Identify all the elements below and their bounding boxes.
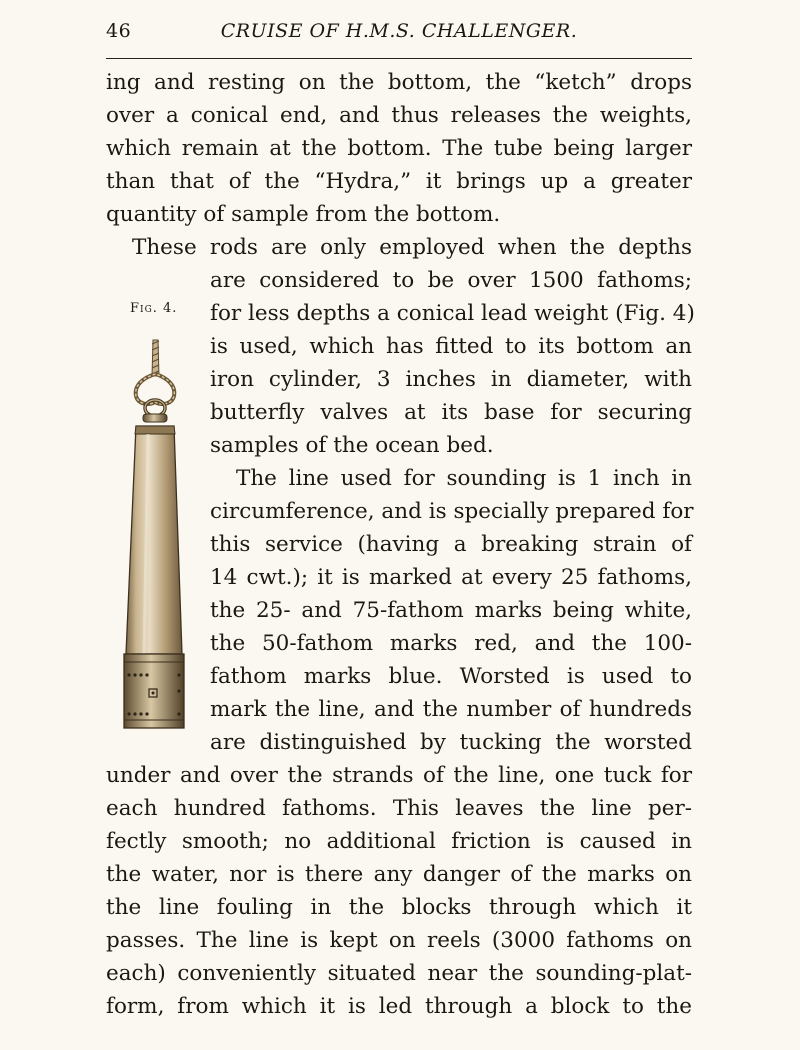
text-line: for less depths a conical lead weight (Fig. 4) <box>210 301 695 326</box>
text-line: butterfly valves at its base for securing <box>210 400 692 425</box>
page-number: 46 <box>106 20 132 42</box>
running-title: CRUISE OF H.M.S. CHALLENGER. <box>220 20 578 42</box>
text-line: quantity of sample from the bottom. <box>106 202 501 227</box>
figure-label: Fig. 4. <box>130 301 178 316</box>
running-header <box>106 20 692 46</box>
text-line: are distinguished by tucking the worsted <box>210 730 692 755</box>
text-line: are considered to be over 1500 fathoms; <box>210 268 692 293</box>
text-line: ing and resting on the bottom, the “ketch” drops <box>106 70 692 95</box>
text-line: under and over the strands of the line, one tuck for <box>106 763 692 788</box>
text-line: fathom marks blue. Worsted is used to <box>210 664 692 689</box>
text-line: each hundred fathoms. This leaves the line per- <box>106 796 692 821</box>
text-line: mark the line, and the number of hundreds <box>210 697 692 722</box>
text-line: samples of the ocean bed. <box>210 433 494 458</box>
text-line: 14 cwt.); it is marked at every 25 fathoms, <box>210 565 692 590</box>
text-line: form, from which it is led through a block to the <box>106 994 692 1019</box>
text-line: the 25- and 75-fathom marks being white, <box>210 598 692 623</box>
text-line: fectly smooth; no additional friction is caused in <box>106 829 692 854</box>
text-line: is used, which has fitted to its bottom an <box>210 334 692 359</box>
text-line: the 50-fathom marks red, and the 100- <box>210 631 692 656</box>
text-line: the line fouling in the blocks through which it <box>106 895 692 920</box>
text-line: which remain at the bottom. The tube being larger <box>106 136 692 161</box>
text-line: than that of the “Hydra,” it brings up a greater <box>106 169 692 194</box>
paragraph-first-line: The line used for sounding is 1 inch in <box>236 466 692 491</box>
paragraph-first-line: These rods are only employed when the depths <box>132 235 692 260</box>
text-line: the water, nor is there any danger of the marks on <box>106 862 692 887</box>
rope-icon <box>136 340 175 404</box>
text-line: this service (having a breaking strain of <box>210 532 692 557</box>
sounding-lead-illustration <box>112 336 198 732</box>
text-line: circumference, and is specially prepared for <box>210 499 694 524</box>
text-line: passes. The line is kept on reels (3000 fathoms on <box>106 928 692 953</box>
header-rule <box>106 58 692 59</box>
text-line: each) conveniently situated near the sounding-plat- <box>106 961 692 986</box>
text-line: over a conical end, and thus releases the weights, <box>106 103 692 128</box>
text-line: iron cylinder, 3 inches in diameter, with <box>210 367 692 392</box>
